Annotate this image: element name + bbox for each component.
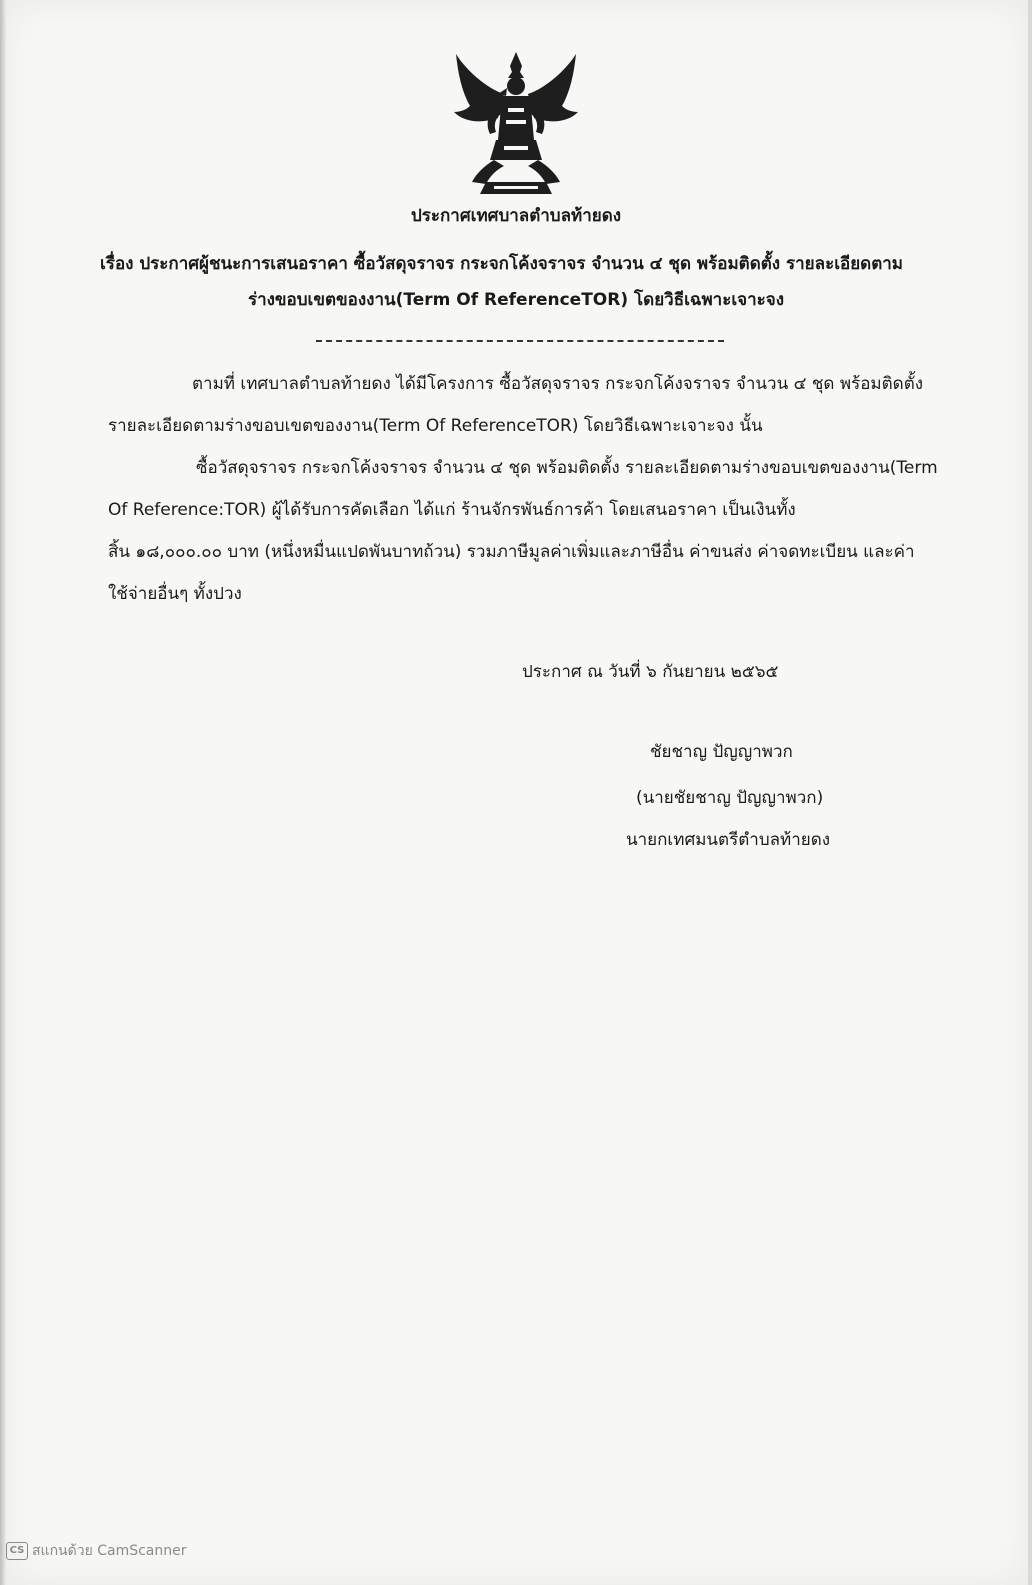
page-edge-shadow xyxy=(0,0,6,1585)
subject-line-1: เรื่อง ประกาศผู้ชนะการเสนอราคา ซื้อวัสดุจราจร กระจกโค้งจราจร จำนวน ๔ ชุด พร้อมติดตั้ง รายละเอียดตาม xyxy=(100,254,904,274)
paragraph-1-line-1: ตามที่ เทศบาลตำบลท้ายดง ได้มีโครงการ ซื้อวัสดุจราจร กระจกโค้งจราจร จำนวน ๔ ชุด พร้อมติดตั้ง xyxy=(192,374,924,394)
garuda-emblem-icon xyxy=(446,48,586,200)
announcement-date: ประกาศ ณ วันที่ ๖ กันยายน ๒๕๖๕ xyxy=(522,662,779,682)
paragraph-2-line-1: ซื้อวัสดุจราจร กระจกโค้งจราจร จำนวน ๔ ชุด พร้อมติดตั้ง รายละเอียดตามร่างขอบเขตของงาน(Term xyxy=(196,458,938,478)
camscanner-logo-icon: CS xyxy=(6,1542,28,1560)
paragraph-1-line-2: รายละเอียดตามร่างขอบเขตของงาน(Term Of ReferenceTOR) โดยวิธีเฉพาะเจาะจง นั้น xyxy=(108,416,763,436)
paragraph-2-line-4: ใช้จ่ายอื่นๆ ทั้งปวง xyxy=(108,584,242,604)
camscanner-text: สแกนด้วย CamScanner xyxy=(32,1543,187,1559)
camscanner-watermark xyxy=(6,1542,187,1560)
document-title: ประกาศเทศบาลตำบลท้ายดง xyxy=(410,206,622,226)
signer-position: นายกเทศมนตรีตำบลท้ายดง xyxy=(626,830,831,850)
separator-line xyxy=(316,340,724,342)
document-page xyxy=(4,0,1028,1585)
subject-line-2: ร่างขอบเขตของงาน(Term Of ReferenceTOR) โดยวิธีเฉพาะเจาะจง xyxy=(247,290,785,310)
paragraph-2-line-3: สิ้น ๑๘,๐๐๐.๐๐ บาท (หนึ่งหมื่นแปดพันบาทถ้วน) รวมภาษีมูลค่าเพิ่มและภาษีอื่น ค่าขนส่ง ค่าจดทะเบียน และค่า xyxy=(108,542,915,562)
paragraph-2-line-2: Of Reference:TOR) ผู้ได้รับการคัดเลือก ได้แก่ ร้านจักรพันธ์การค้า โดยเสนอราคา เป็นเงินทั้ง xyxy=(108,500,796,520)
signature-name: ชัยชาญ ปัญญาพวก xyxy=(650,742,793,762)
printed-name: (นายชัยชาญ ปัญญาพวก) xyxy=(636,788,824,808)
